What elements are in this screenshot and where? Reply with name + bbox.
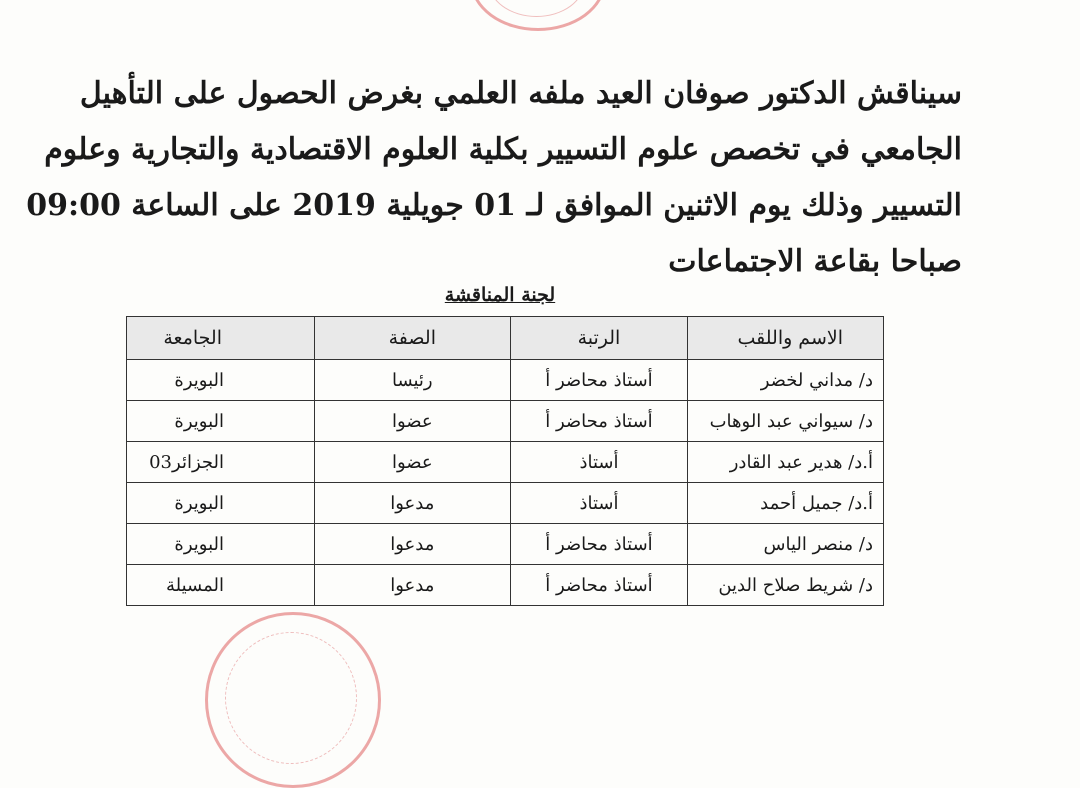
table-row [127,565,884,606]
cell-university: الجزائر03 [127,442,315,483]
announcement-line: سيناقش الدكتور صوفان العيد ملفه العلمي بغرض الحصول على التأهيل [79,76,962,111]
announcement-line: الجامعي في تخصص علوم التسيير بكلية العلوم الاقتصادية والتجارية وعلوم [44,132,962,167]
cell-university: البويرة [127,524,315,565]
header-rank: الرتبة [510,317,688,360]
official-stamp-bottom-inner-ring [225,632,357,764]
cell-role: مدعوا [315,483,511,524]
cell-university: البويرة [127,360,315,401]
cell-university: المسيلة [127,565,315,606]
table-header-row [127,317,884,360]
cell-rank: أستاذ محاضر أ [510,360,688,401]
announcement-line: التسيير وذلك يوم الاثنين الموافق لـ 01 جويلية 2019 على الساعة 09:00 [26,188,962,223]
cell-role: عضوا [315,401,511,442]
cell-rank: أستاذ محاضر أ [510,565,688,606]
cell-role: عضوا [315,442,511,483]
header-role: الصفة [315,317,511,360]
cell-role: مدعوا [315,524,511,565]
cell-rank: أستاذ [510,483,688,524]
cell-name: أ.د/ جميل أحمد [688,483,884,524]
cell-name: أ.د/ هدير عبد القادر [688,442,884,483]
header-name: الاسم واللقب [688,317,884,360]
cell-name: د/ سيواني عبد الوهاب [688,401,884,442]
cell-university: البويرة [127,483,315,524]
table-row [127,524,884,565]
cell-rank: أستاذ محاضر أ [510,401,688,442]
header-university: الجامعة [127,317,315,360]
cell-name: د/ مداني لخضر [688,360,884,401]
cell-name: د/ شريط صلاح الدين [688,565,884,606]
cell-role: مدعوا [315,565,511,606]
committee-caption: لجنة المناقشة [444,284,556,306]
committee-table [126,316,884,606]
cell-name: د/ منصر الياس [688,524,884,565]
announcement-paragraph [26,66,962,290]
cell-university: البويرة [127,401,315,442]
cell-rank: أستاذ [510,442,688,483]
announcement-line: صباحا بقاعة الاجتماعات [668,244,962,279]
table-row [127,483,884,524]
cell-rank: أستاذ محاضر أ [510,524,688,565]
table-row [127,401,884,442]
table-row [127,442,884,483]
cell-role: رئيسا [315,360,511,401]
table-row [127,360,884,401]
